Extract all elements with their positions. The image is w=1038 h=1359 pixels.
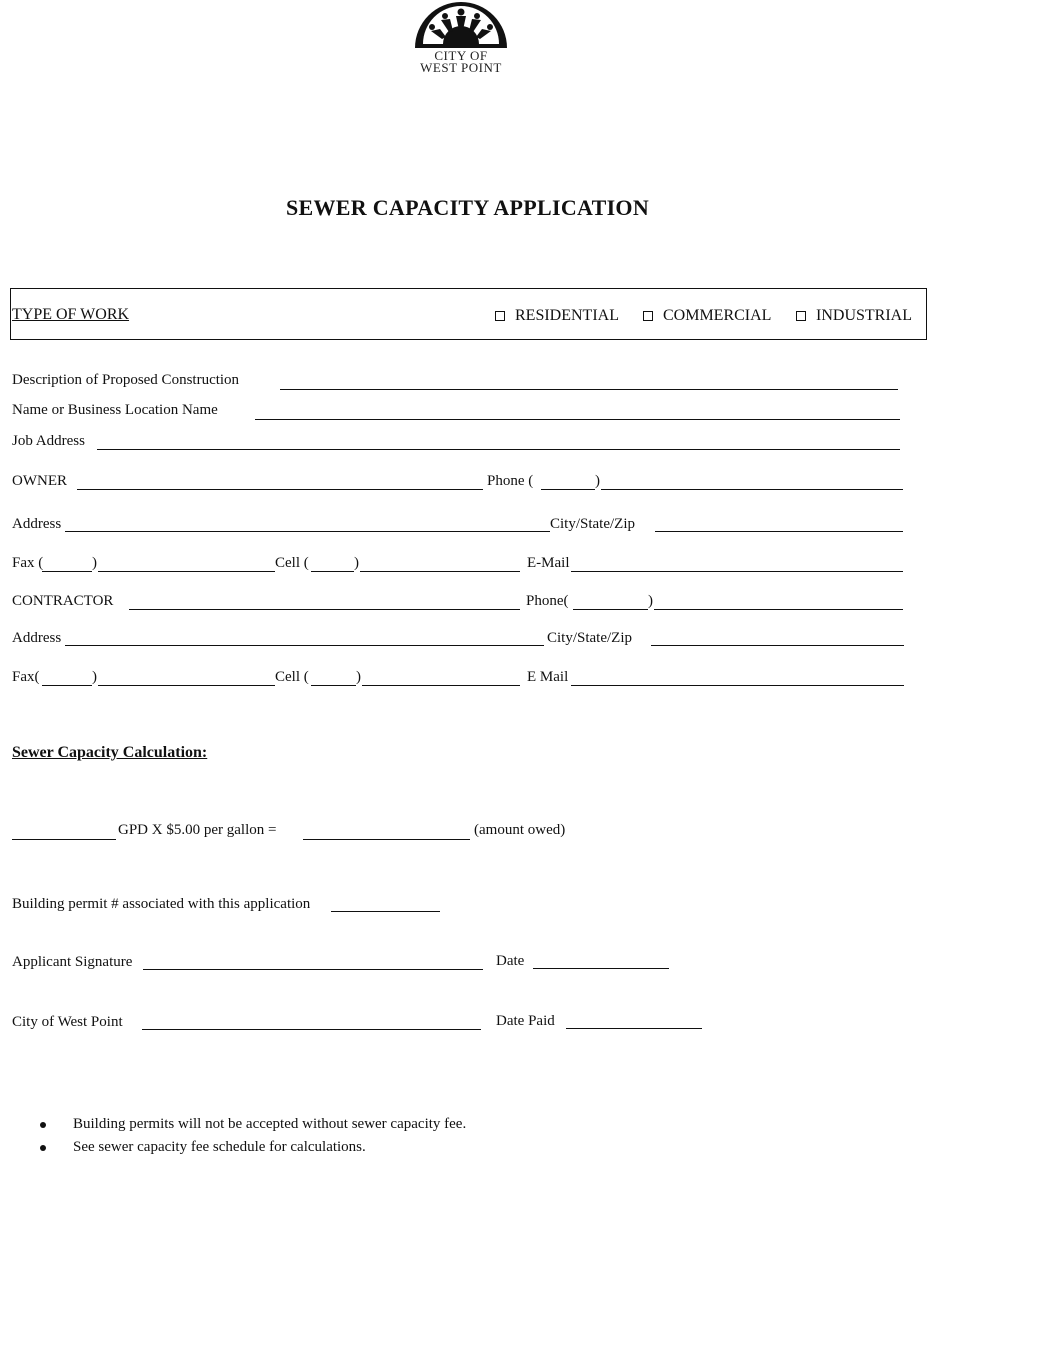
contractor-address-label: Address: [12, 630, 62, 646]
contractor-cell-area-code-field[interactable]: [311, 685, 356, 686]
business-name-field[interactable]: [255, 419, 900, 420]
owner-name-field[interactable]: [77, 489, 483, 490]
description-label: Description of Proposed Construction: [12, 372, 240, 388]
owner-cell-label: Cell (: [275, 555, 309, 571]
owner-address-label: Address: [12, 516, 62, 532]
contractor-fax-field[interactable]: [98, 685, 275, 686]
owner-fax-label: Fax (: [12, 555, 44, 571]
commercial-label: COMMERCIAL: [663, 307, 772, 324]
amount-owed-field[interactable]: [303, 839, 470, 840]
bullet-icon: [40, 1122, 46, 1128]
contractor-email-field[interactable]: [571, 685, 904, 686]
owner-cell-area-code-field[interactable]: [311, 571, 354, 572]
contractor-city-state-zip-label: City/State/Zip: [547, 630, 632, 646]
owner-phone-area-code-field[interactable]: [541, 489, 595, 490]
contractor-city-state-zip-field[interactable]: [651, 645, 904, 646]
calculation-heading: Sewer Capacity Calculation:: [12, 744, 208, 761]
date-label: Date: [496, 953, 525, 969]
applicant-signature-field[interactable]: [143, 969, 483, 970]
owner-phone-field[interactable]: [601, 489, 903, 490]
residential-checkbox[interactable]: [495, 311, 505, 321]
owner-cell-paren: ): [354, 555, 359, 571]
contractor-label: CONTRACTOR: [12, 593, 114, 609]
owner-cell-field[interactable]: [360, 571, 520, 572]
page-title: SEWER CAPACITY APPLICATION: [285, 195, 650, 220]
gpd-field[interactable]: [12, 839, 116, 840]
building-permit-field[interactable]: [331, 911, 440, 912]
applicant-signature-label: Applicant Signature: [12, 954, 133, 970]
industrial-checkbox[interactable]: [796, 311, 806, 321]
option-residential[interactable]: [495, 307, 619, 325]
city-signature-label: City of West Point: [12, 1014, 123, 1030]
owner-city-state-zip-field[interactable]: [655, 531, 903, 532]
city-signature-field[interactable]: [142, 1029, 481, 1030]
owner-label: OWNER: [12, 473, 67, 489]
notes-list: [40, 1113, 466, 1159]
option-commercial[interactable]: [643, 307, 771, 325]
contractor-cell-field[interactable]: [362, 685, 520, 686]
calculation-formula: GPD X $5.00 per gallon =: [118, 822, 277, 838]
owner-email-label: E-Mail: [527, 555, 570, 571]
city-seal-icon: [413, 0, 509, 50]
contractor-phone-label: Phone(: [526, 593, 569, 609]
contractor-name-field[interactable]: [129, 609, 520, 610]
note-item: [40, 1136, 466, 1159]
owner-fax-paren: ): [92, 555, 97, 571]
contractor-phone-field[interactable]: [654, 609, 903, 610]
job-address-field[interactable]: [97, 449, 900, 450]
date-paid-field[interactable]: [566, 1028, 702, 1029]
owner-city-state-zip-label: City/State/Zip: [550, 516, 635, 532]
contractor-fax-paren: ): [92, 669, 97, 685]
type-of-work-label: TYPE OF WORK: [12, 306, 130, 323]
owner-fax-field[interactable]: [98, 571, 275, 572]
contractor-cell-paren: ): [356, 669, 361, 685]
commercial-checkbox[interactable]: [643, 311, 653, 321]
industrial-label: INDUSTRIAL: [816, 307, 912, 324]
note-item: [40, 1113, 466, 1136]
description-field[interactable]: [280, 389, 898, 390]
note-text: See sewer capacity fee schedule for calculations.: [73, 1139, 366, 1155]
owner-email-field[interactable]: [571, 571, 903, 572]
contractor-fax-area-code-field[interactable]: [42, 685, 92, 686]
owner-address-field[interactable]: [65, 531, 550, 532]
owner-fax-area-code-field[interactable]: [42, 571, 92, 572]
building-permit-label: Building permit # associated with this application: [12, 896, 311, 912]
contractor-email-label: E Mail: [527, 669, 569, 685]
owner-phone-paren: ): [595, 473, 600, 489]
amount-owed-label: (amount owed): [474, 822, 566, 838]
logo-text-line-1: CITY OF: [434, 48, 488, 63]
date-paid-label: Date Paid: [496, 1013, 555, 1029]
bullet-icon: [40, 1145, 46, 1151]
contractor-phone-paren: ): [648, 593, 653, 609]
job-address-label: Job Address: [12, 433, 85, 449]
contractor-address-field[interactable]: [65, 645, 544, 646]
type-of-work-box: [10, 288, 927, 340]
city-logo: [405, 0, 517, 80]
note-text: Building permits will not be accepted without sewer capacity fee.: [73, 1116, 467, 1132]
contractor-phone-area-code-field[interactable]: [573, 609, 648, 610]
contractor-fax-label: Fax(: [12, 669, 40, 685]
date-field[interactable]: [533, 968, 669, 969]
logo-text-line-2: WEST POINT: [420, 60, 502, 75]
residential-label: RESIDENTIAL: [515, 307, 619, 324]
business-name-label: Name or Business Location Name: [12, 402, 218, 418]
contractor-cell-label: Cell (: [275, 669, 309, 685]
owner-phone-label: Phone (: [487, 473, 534, 489]
option-industrial[interactable]: [796, 307, 912, 325]
